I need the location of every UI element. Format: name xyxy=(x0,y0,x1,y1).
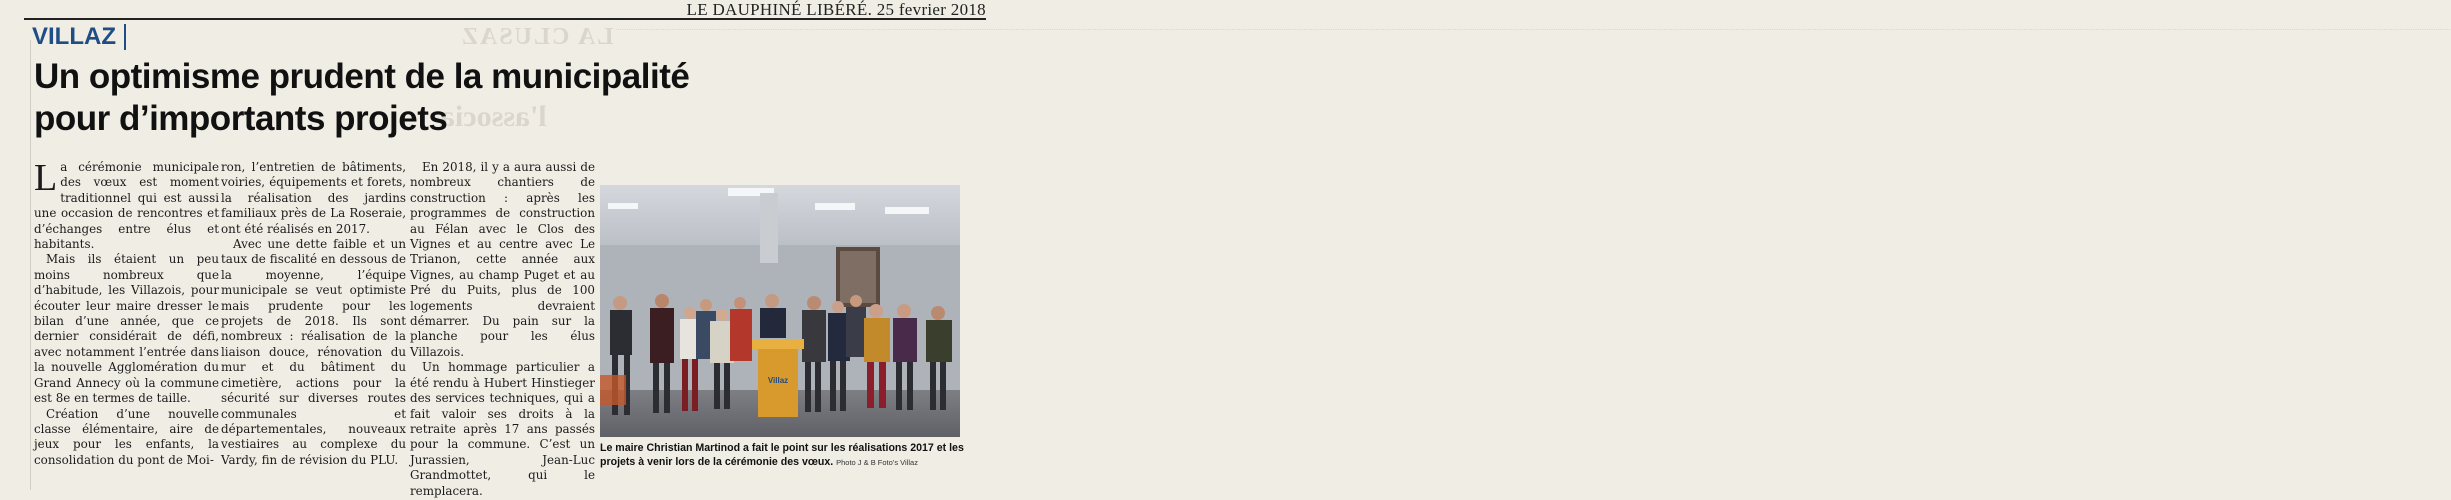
photo-caption xyxy=(600,441,985,470)
article-column-1 xyxy=(34,157,219,468)
caption-text: Le maire Christian Martinod a fait le point sur les réalisations 2017 et les projets à venir lors de la cérémonie des vœux. xyxy=(600,442,964,468)
left-margin-rule xyxy=(30,40,31,490)
issue-date: 25 fevrier 2018 xyxy=(876,0,986,19)
paragraph: Un hommage particulier a été rendu à Hubert Hinstieger des services techniques, qui a fait valoir ses droits à la retraite après 17 ans passés pour la commune. C’est un Jurassien, Jean-Luc Grandmottet, qui le remplacera. xyxy=(410,360,595,498)
paragraph: Avec une dette faible et un taux de fiscalité en dessous de la moyenne, l’équipe municipale se veut optimiste mais prudente pour les projets de 2018. Ils sont nombreux : réalisation de la liaison douce, rénovation du mur et du bâtiment du cimetière, actions pour la sécurité sur diverses routes communales et départementales, nouveaux vestiaires au complexe du Vardy, fin de révision du PLU. xyxy=(221,237,406,467)
article-column-2 xyxy=(221,160,406,468)
article-column-3 xyxy=(410,160,595,499)
paragraph: Création d’une nouvelle classe élémentaire, aire de jeux pour les enfants, la consolidation du pont de Moi- xyxy=(34,406,219,467)
lectern xyxy=(752,339,804,417)
bleed-through-text: l'associa xyxy=(440,100,547,133)
paragraph: La cérémonie municipale des vœux est moment traditionnel qui est aussi une occasion de rencontres et d’échanges entre élus et habitants. xyxy=(34,157,219,252)
masthead-separator: . xyxy=(867,0,877,19)
bleed-through-text: LA CLUSAZ xyxy=(460,24,614,50)
headline: Un optimisme prudent de la municipalité pour d’importants projets xyxy=(34,57,690,138)
ceremony-photo xyxy=(600,185,960,437)
bleed-through-column: ................................................................................................................................................................................................................................................................................................................................................................................................................................................................................................................................................................................................................................................................................................................................................................................................................................................ xyxy=(615,22,2451,32)
section-tag: VILLAZ xyxy=(32,24,126,50)
photo-credit: Photo J & B Foto’s Villaz xyxy=(836,458,918,467)
masthead xyxy=(687,0,986,20)
paragraph: Mais ils étaient un peu moins nombreux que d’habitude, les Villazois, pour écouter leur maire dresser le bilan d’une année, que ce dernier considérait de défi, avec notamment l’entrée dans la nouvelle Agglomération du Grand Annecy où la commune est 8e en termes de taille. xyxy=(34,252,219,406)
paragraph: En 2018, il y a aura aussi de nombreux chantiers de construction : après les programmes de construction au Félan avec le Clos des Vignes et au centre avec Le Trianon, cette année aux Vignes, au champ Puget et au Pré du Puits, plus de 100 logements devraient démarrer. Du pain sur la planche pour les élus Villazois. xyxy=(410,160,595,359)
ceremony-photo-illustration xyxy=(600,185,960,437)
paragraph: ron, l’entretien de bâtiments, voiries, équipements et forets, la réalisation des jardins familiaux près de La Roseraie, ont été réalisés en 2017. xyxy=(221,160,406,236)
newspaper-name: LE DAUPHINÉ LIBÉRÉ xyxy=(686,0,868,19)
lectern-logo: Villaz xyxy=(767,376,789,385)
